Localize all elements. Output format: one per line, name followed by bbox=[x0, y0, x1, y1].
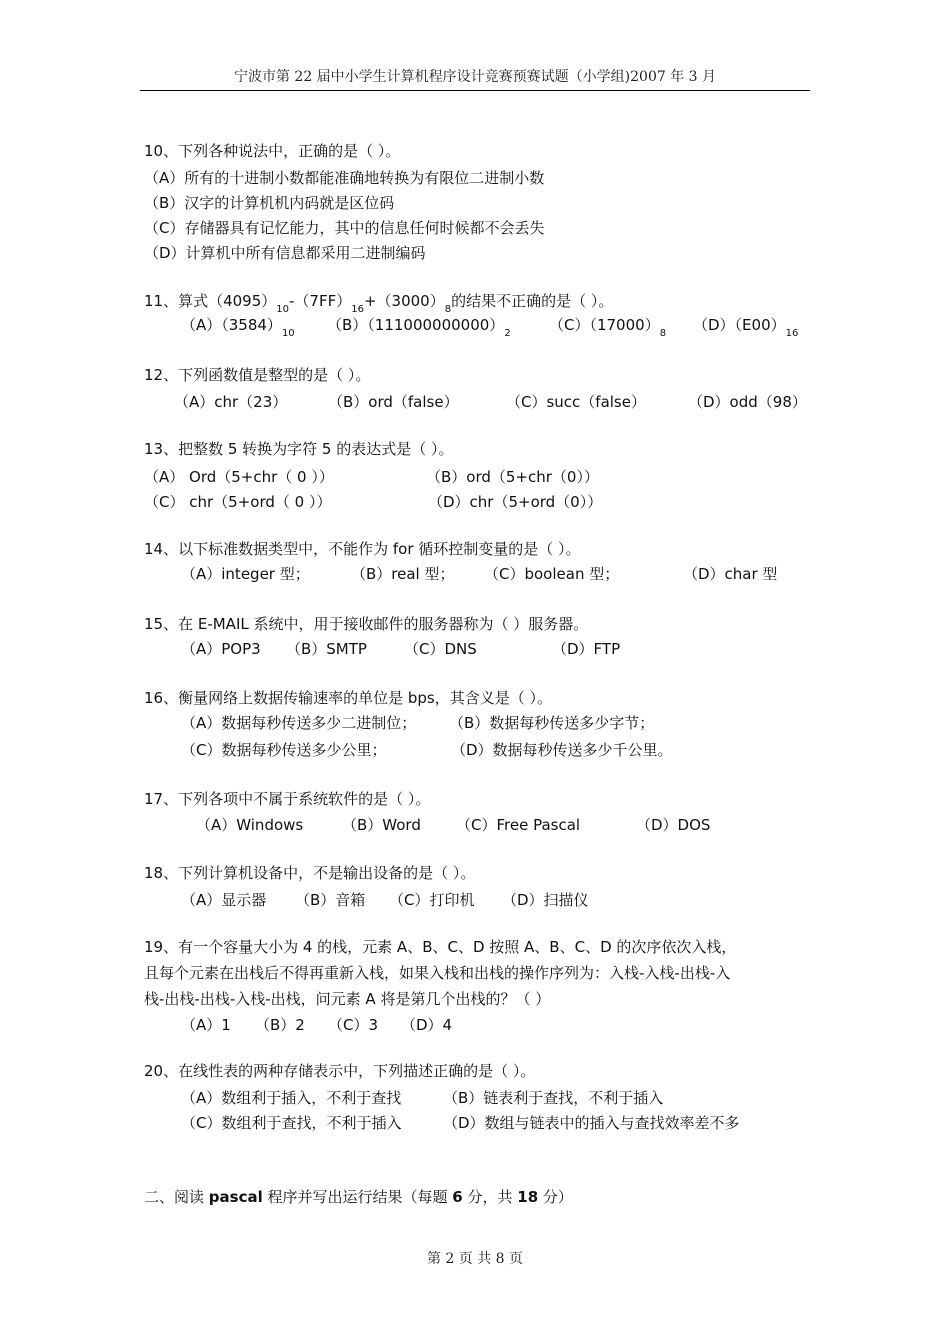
question-13-option-b: （B）ord（5+chr（0）） bbox=[426, 468, 599, 486]
question-15-option-c: （C）DNS bbox=[404, 640, 477, 658]
question-19-stem-line2: 且每个元素在出栈后不得再重新入栈，如果入栈和出栈的操作序列为：入栈-入栈-出栈-入 bbox=[144, 964, 731, 982]
question-10-option-b: （B）汉字的计算机机内码就是区位码 bbox=[144, 194, 395, 212]
question-12-option-c: （C）succ（false） bbox=[506, 393, 646, 411]
question-16-option-b: （B）数据每秒传送多少字节； bbox=[449, 714, 655, 732]
question-18-option-a: （A）显示器 bbox=[181, 891, 267, 909]
question-18-option-c: （C）打印机 bbox=[389, 891, 475, 909]
page-footer: 第 2 页 共 8 页 bbox=[426, 1251, 524, 1267]
question-19-option-b: （B）2 bbox=[255, 1016, 305, 1034]
question-14-option-c: （C）boolean 型； bbox=[484, 565, 620, 583]
question-19-stem-line1: 19、有一个容量大小为 4 的栈，元素 A、B、C、D 按照 A、B、C、D 的次序依次入栈， bbox=[144, 938, 737, 956]
question-11-option-a: $(A)(3584)_{10}$ bbox=[181, 316, 295, 339]
question-14-option-a: （A）integer 型； bbox=[181, 565, 310, 583]
question-10-option-c: （C）存储器具有记忆能力，其中的信息任何时候都不会丢失 bbox=[144, 219, 545, 237]
question-10-stem: 10、下列各种说法中，正确的是（ ）。 bbox=[144, 142, 401, 160]
question-10-option-d: （D）计算机中所有信息都采用二进制编码 bbox=[144, 244, 426, 262]
question-18-stem: 18、下列计算机设备中，不是输出设备的是（ ）。 bbox=[144, 864, 476, 882]
question-15-option-a: （A）POP3 bbox=[181, 640, 261, 658]
question-12-stem: 12、下列函数值是整型的是（ ）。 bbox=[144, 366, 371, 384]
question-12-option-d: （D）odd（98） bbox=[688, 393, 807, 411]
question-13-option-c: （C） chr（5+ord（ 0 ）） bbox=[144, 493, 332, 511]
question-20-option-d: （D）数组与链表中的插入与查找效率差不多 bbox=[443, 1114, 740, 1132]
question-17-option-b: （B）Word bbox=[342, 816, 421, 834]
question-17-stem: 17、下列各项中不属于系统软件的是（ ）。 bbox=[144, 790, 431, 808]
question-20-stem: 20、在线性表的两种存储表示中，下列描述正确的是（ ）。 bbox=[144, 1062, 536, 1080]
question-12-option-a: （A）chr（23） bbox=[174, 393, 288, 411]
question-17-option-c: （C）Free Pascal bbox=[456, 816, 581, 834]
question-14-option-b: （B）real 型； bbox=[351, 565, 455, 583]
question-19-option-d: （D）4 bbox=[401, 1016, 453, 1034]
page-header: 宁波市第 22 届中小学生计算机程序设计竞赛预赛试题（小学组)2007 年 3 月 bbox=[140, 66, 810, 91]
question-20-option-a: （A）数组利于插入，不利于查找 bbox=[181, 1089, 402, 1107]
question-17-option-d: （D）DOS bbox=[636, 816, 711, 834]
question-19-option-c: （C）3 bbox=[328, 1016, 379, 1034]
question-16-option-c: （C）数据每秒传送多少公里； bbox=[181, 741, 387, 759]
question-12-option-b: （B）ord（false） bbox=[328, 393, 459, 411]
question-11-option-c: $(C)(17000)_8$ bbox=[549, 316, 667, 339]
question-20-option-b: （B）链表利于查找，不利于插入 bbox=[443, 1089, 664, 1107]
question-16-option-d: （D）数据每秒传送多少千公里。 bbox=[451, 741, 673, 759]
question-15-stem: 15、在 E-MAIL 系统中，用于接收邮件的服务器称为（ ）服务器。 bbox=[144, 615, 589, 633]
question-16-option-a: （A）数据每秒传送多少二进制位； bbox=[181, 714, 417, 732]
section-2-heading: 二、阅读 pascal 程序并写出运行结果（每题 6 分，共 18 分） bbox=[144, 1188, 573, 1206]
question-15-option-d: （D）FTP bbox=[552, 640, 621, 658]
question-19-option-a: （A）1 bbox=[181, 1016, 231, 1034]
question-17-option-a: （A）Windows bbox=[196, 816, 304, 834]
question-14-option-d: （D）char 型 bbox=[683, 565, 778, 583]
question-13-option-d: （D）chr（5+ord（0）） bbox=[428, 493, 603, 511]
question-14-stem: 14、以下标准数据类型中，不能作为 for 循环控制变量的是（ ）。 bbox=[144, 540, 581, 558]
question-18-option-d: （D）扫描仪 bbox=[502, 891, 589, 909]
question-11-stem: 11、算式$(4095)_{10}-(7FF)_{16}+(3000)_8$的结果不正确的是（ ）。 bbox=[144, 292, 614, 315]
question-16-stem: 16、衡量网络上数据传输速率的单位是 bps，其含义是（ ）。 bbox=[144, 689, 552, 707]
question-13-option-a: （A） Ord（5+chr（ 0 ）） bbox=[144, 468, 334, 486]
question-18-option-b: （B）音箱 bbox=[295, 891, 366, 909]
question-19-stem-line3: 栈-出栈-出栈-入栈-出栈，问元素 A 将是第几个出栈的？（ ） bbox=[144, 990, 551, 1008]
question-15-option-b: （B）SMTP bbox=[286, 640, 367, 658]
question-20-option-c: （C）数组利于查找，不利于插入 bbox=[181, 1114, 402, 1132]
question-10-option-a: （A）所有的十进制小数都能准确地转换为有限位二进制小数 bbox=[144, 169, 545, 187]
question-11-option-b: $(B)(111000000000)_2$ bbox=[327, 316, 511, 339]
question-11-option-d: $(D)(E00)_{16}$ bbox=[693, 316, 799, 339]
question-13-stem: 13、把整数 5 转换为字符 5 的表达式是（ ）。 bbox=[144, 440, 454, 458]
